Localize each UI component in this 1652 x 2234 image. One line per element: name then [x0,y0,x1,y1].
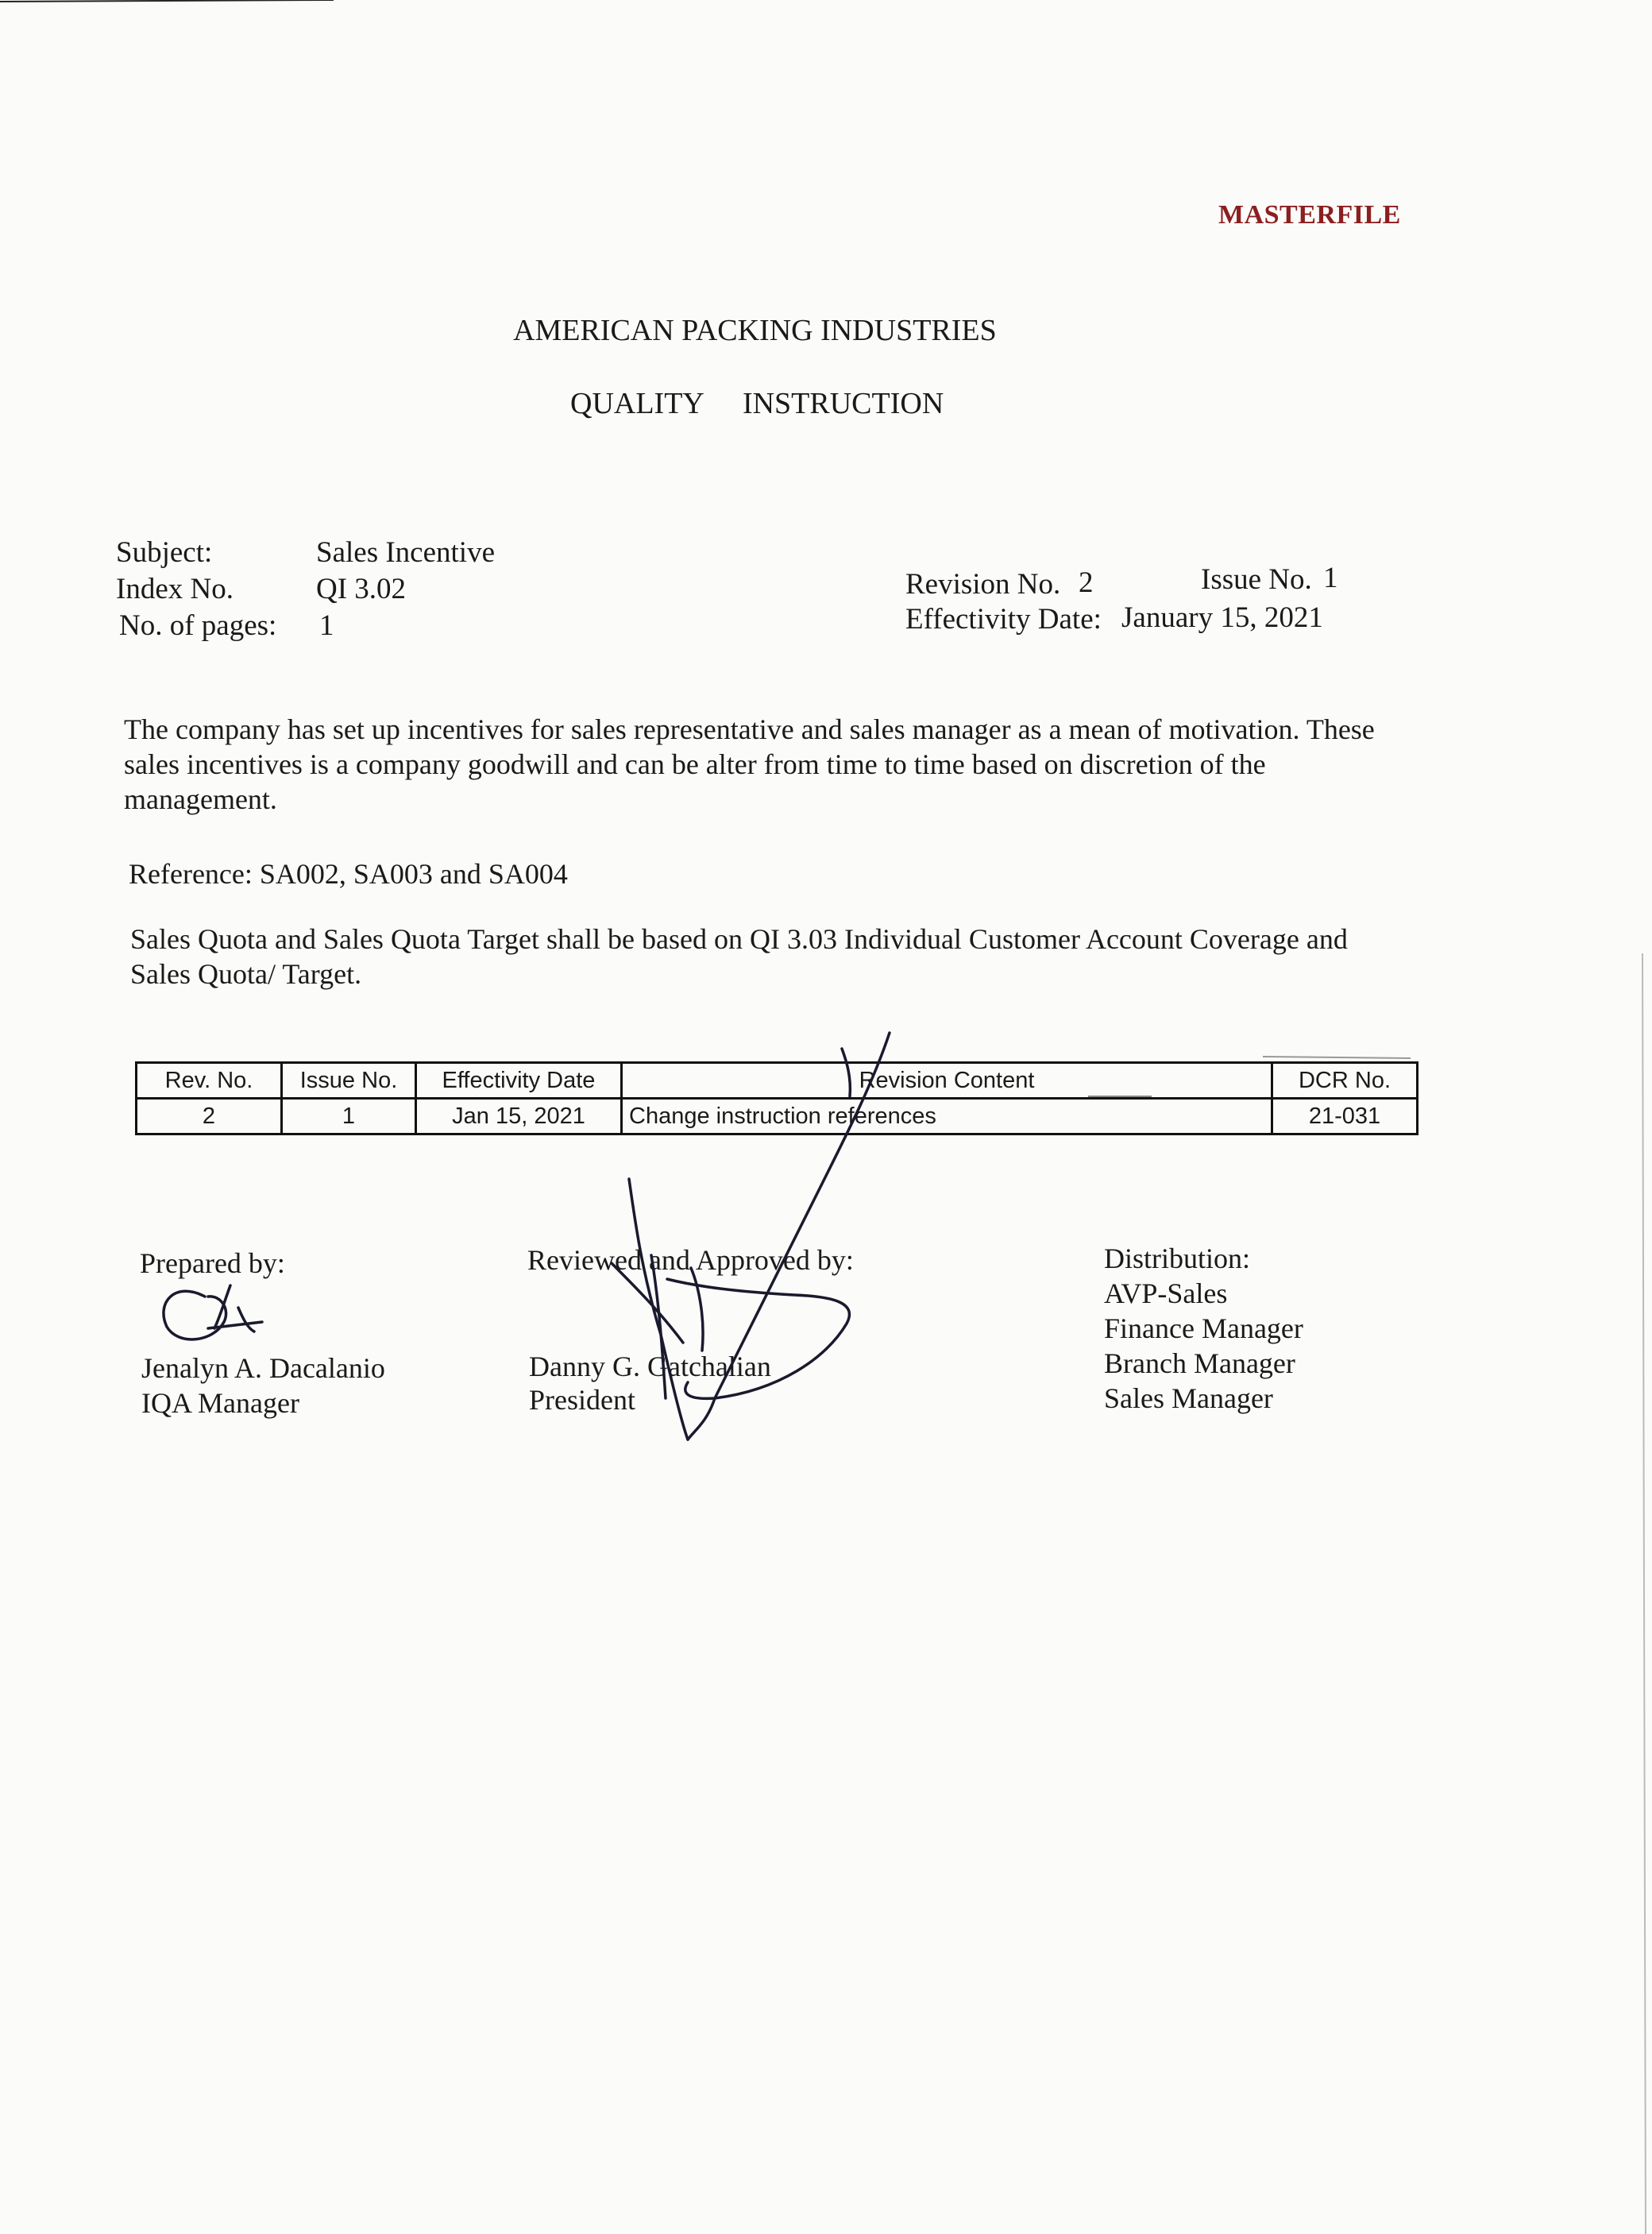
distribution-item: AVP-Sales [1104,1277,1228,1309]
effectivity-value: January 15, 2021 [1121,601,1323,634]
reviewer-signature-icon [612,1033,890,1440]
pages-value: 1 [319,609,334,642]
prepared-signature-icon [164,1285,262,1339]
cell-revision-content: Change instruction references [622,1099,1272,1134]
pages-label: No. of pages: [119,609,277,642]
revision-label: Revision No. [905,568,1061,601]
distribution-item: Sales Manager [1104,1382,1273,1414]
prepared-by-label: Prepared by: [140,1247,285,1279]
distribution-item: Finance Manager [1104,1312,1303,1344]
distribution-label: Distribution: [1104,1243,1251,1274]
cell-issue-no: 1 [282,1099,416,1134]
reviewed-by-name: Danny G. Gatchalian [529,1351,771,1382]
company-name: AMERICAN PACKING INDUSTRIES [513,314,997,347]
scan-edge-line [1642,953,1646,2234]
col-dcr-no: DCR No. [1272,1063,1418,1099]
cell-effectivity-date: Jan 15, 2021 [416,1099,622,1134]
reference-line: Reference: SA002, SA003 and SA004 [129,858,568,890]
col-rev-no: Rev. No. [137,1063,282,1099]
subject-value: Sales Incentive [316,536,495,569]
prepared-by-name: Jenalyn A. Dacalanio [141,1352,385,1384]
index-label: Index No. [116,573,234,605]
col-revision-content: Revision Content [622,1063,1272,1099]
scan-edge-line [0,0,334,2]
issue-value: 1 [1323,562,1338,594]
cell-dcr-no: 21-031 [1272,1099,1418,1134]
subject-label: Subject: [116,536,213,569]
intro-paragraph: The company has set up incentives for sales representative and sales manager as a mean of motivation. These sales incentives is a company goodwill and can be alter from time to time based on discretion of the management. [124,713,1375,815]
effectivity-label: Effectivity Date: [905,603,1102,636]
col-issue-no: Issue No. [282,1063,416,1099]
issue-label: Issue No. [1201,563,1312,596]
col-effectivity-date: Effectivity Date [416,1063,622,1099]
reviewed-by-title: President [529,1384,635,1416]
quota-paragraph: Sales Quota and Sales Quota Target shall be based on QI 3.03 Individual Customer Account Coverage and Sales Quota/ Target. [130,923,1348,990]
revision-value: 2 [1079,566,1094,599]
document-type: QUALITY INSTRUCTION [570,387,944,420]
prepared-by-title: IQA Manager [141,1387,299,1419]
scan-mark [1263,1057,1411,1058]
masterfile-stamp: MASTERFILE [1218,200,1401,230]
index-value: QI 3.02 [316,573,407,605]
reviewed-by-label: Reviewed and Approved by: [527,1244,854,1276]
distribution-item: Branch Manager [1104,1347,1295,1379]
cell-rev-no: 2 [137,1099,282,1134]
